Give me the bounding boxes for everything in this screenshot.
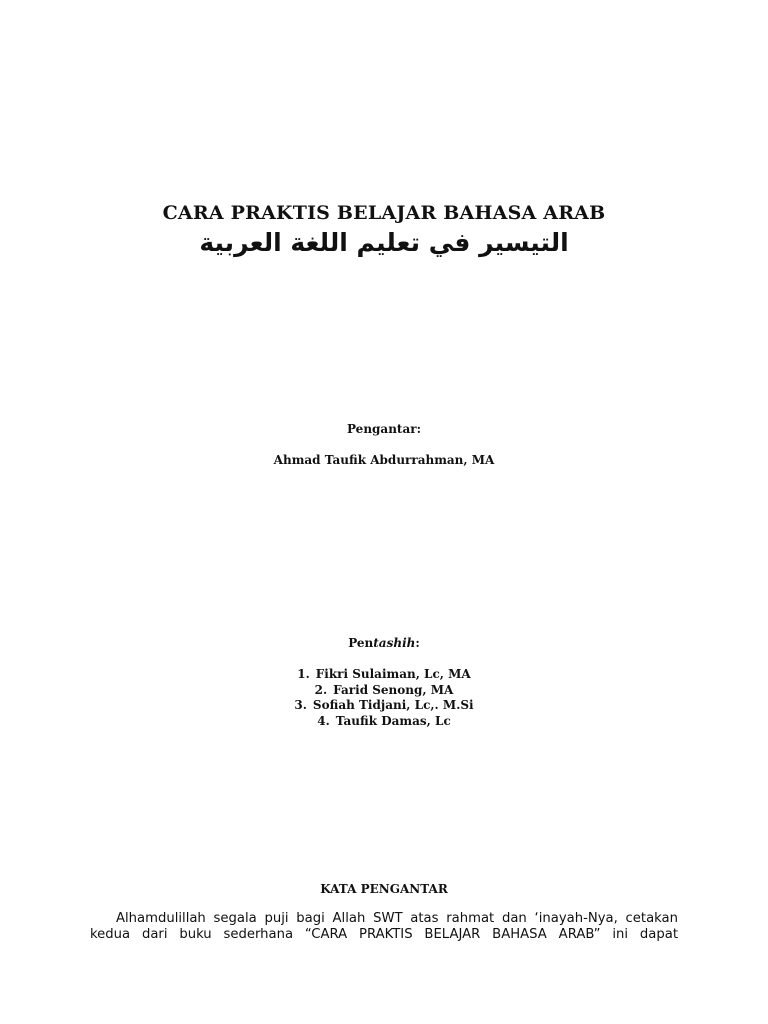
list-item-name: Fikri Sulaiman, Lc, MA — [315, 667, 471, 681]
pentashih-label-prefix: Pen — [348, 636, 374, 650]
list-item — [0, 667, 768, 683]
book-title-arabic: التيسير في تعليم اللغة العربية — [199, 228, 569, 257]
pentashih-list — [0, 667, 768, 729]
pentashih-label-italic: tashih — [373, 636, 416, 650]
list-item-number: 3. — [294, 698, 307, 712]
list-item — [0, 683, 768, 699]
list-item-name: Farid Senong, MA — [333, 682, 454, 697]
list-item-name: Taufik Damas, Lc — [335, 713, 451, 728]
list-item-number: 4. — [317, 713, 330, 728]
introduction-label: Pengantar: — [346, 422, 422, 436]
list-item-number: 2. — [314, 682, 328, 697]
list-item — [0, 698, 768, 714]
list-item-number: 1. — [297, 667, 310, 681]
preface-heading: KATA PENGANTAR — [320, 882, 448, 896]
list-item — [0, 714, 768, 730]
introduction-author: Ahmad Taufik Abdurrahman, MA — [273, 453, 495, 467]
pentashih-label — [0, 636, 768, 650]
preface-paragraph: Alhamdulillah segala puji bagi Allah SWT atas rahmat dan ‘inayah-Nya, cetakan kedua dari buku sederhana “CARA PRAKTIS BELAJAR BAHASA ARAB” ini dapat — [90, 911, 678, 942]
book-title-latin: CARA PRAKTIS BELAJAR BAHASA ARAB — [162, 202, 606, 224]
pentashih-label-suffix: : — [415, 636, 420, 650]
list-item-name: Sofiah Tidjani, Lc,. M.Si — [312, 698, 474, 712]
